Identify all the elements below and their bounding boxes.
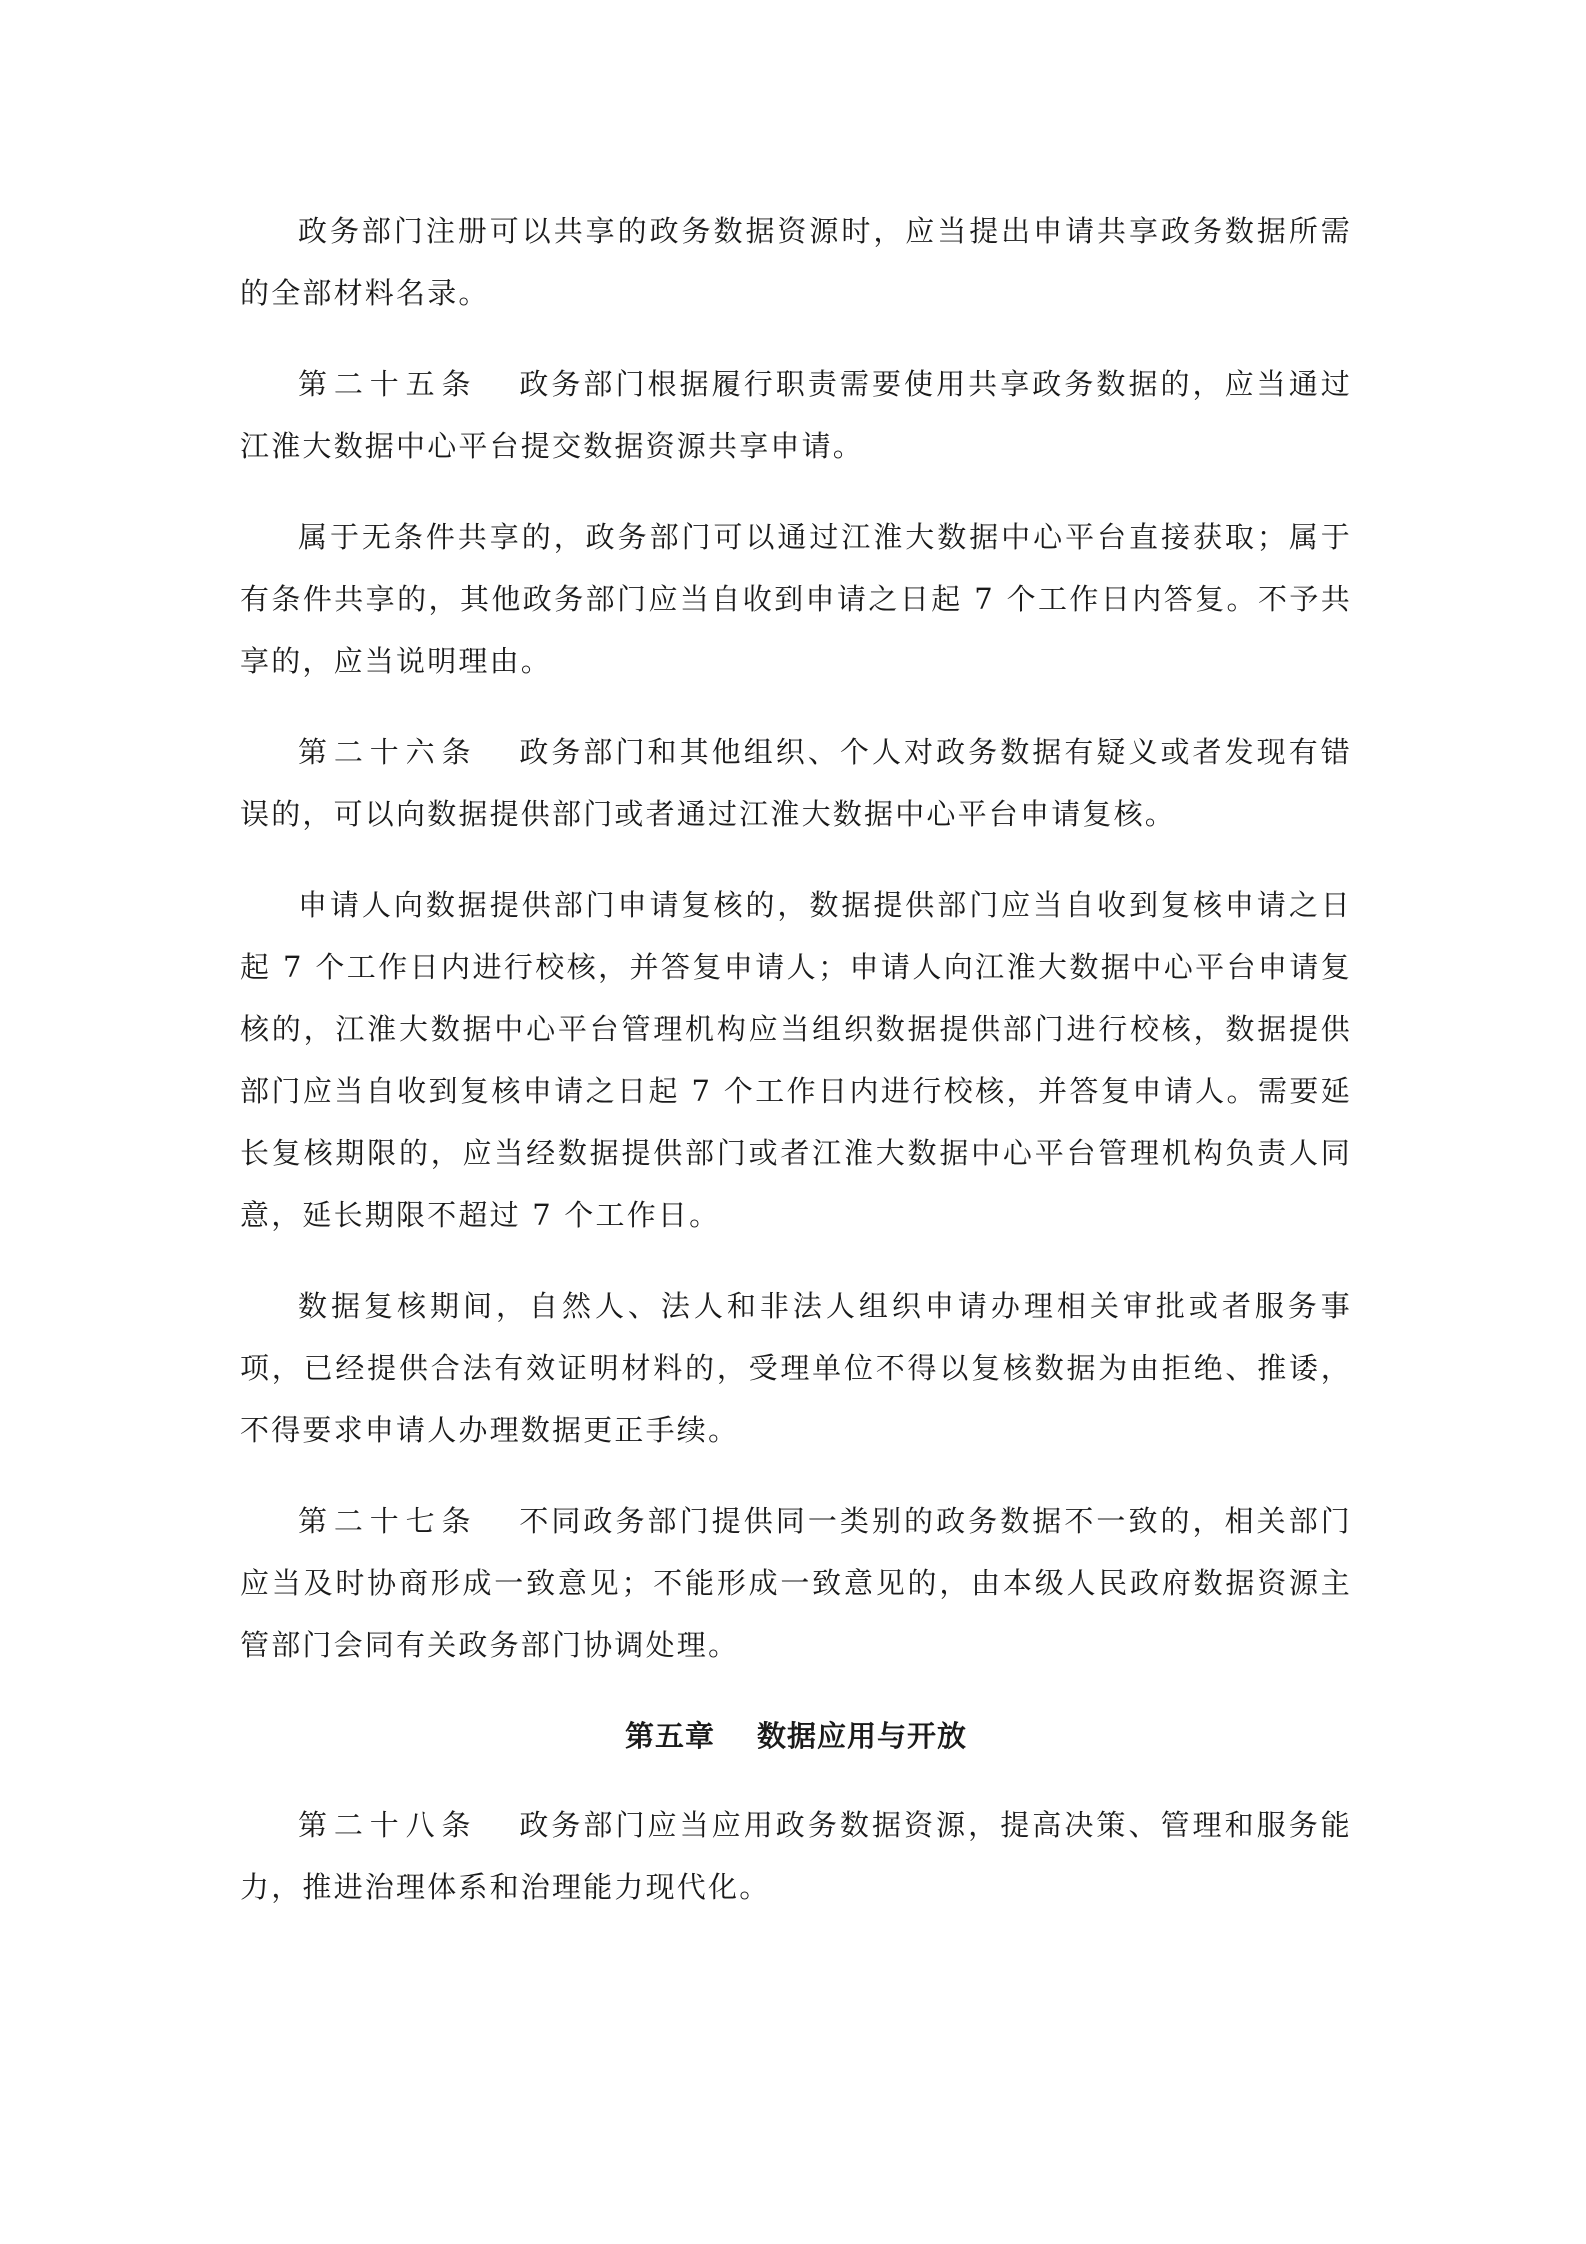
article-label: 第二十五条 (298, 367, 478, 401)
article-27 (240, 1490, 1352, 1676)
chapter-number: 第五章 (624, 1719, 715, 1753)
chapter-heading (240, 1705, 1352, 1767)
article-label: 第二十七条 (298, 1504, 478, 1538)
article-label: 第二十八条 (298, 1808, 478, 1842)
chapter-title: 数据应用与开放 (757, 1719, 968, 1753)
article-28 (240, 1794, 1352, 1918)
paragraph-sharing-conditions (240, 506, 1352, 692)
paragraph-review-period (240, 1275, 1352, 1461)
article-25 (240, 353, 1352, 477)
document-page (240, 200, 1352, 1947)
article-26 (240, 721, 1352, 845)
paragraph-registration-materials (240, 200, 1352, 324)
paragraph-text: 政务部门注册可以共享的政务数据资源时，应当提出申请共享政务数据所需的全部材料名录。 (240, 214, 1352, 310)
article-text: 政务部门应当应用政务数据资源，提高决策、管理和服务能力，推进治理体系和治理能力现代化。 (240, 1808, 1352, 1904)
paragraph-review-procedure (240, 874, 1352, 1246)
article-text: 政务部门和其他组织、个人对政务数据有疑义或者发现有错误的，可以向数据提供部门或者通过江淮大数据中心平台申请复核。 (240, 735, 1352, 831)
article-text: 政务部门根据履行职责需要使用共享政务数据的，应当通过江淮大数据中心平台提交数据资源共享申请。 (240, 367, 1352, 463)
article-text: 不同政务部门提供同一类别的政务数据不一致的，相关部门应当及时协商形成一致意见；不能形成一致意见的，由本级人民政府数据资源主管部门会同有关政务部门协调处理。 (240, 1504, 1352, 1662)
paragraph-text: 申请人向数据提供部门申请复核的，数据提供部门应当自收到复核申请之日起 7 个工作日内进行校核，并答复申请人；申请人向江淮大数据中心平台申请复核的，江淮大数据中心平台管理机构应当组织数据提供部门进行校核，数据提供部门应当自收到复核申请之日起 7 个工作日内进行校核，并答复申请人。需要延长复核期限的，应当经数据提供部门或者江淮大数据中心平台管理机构负责人同意，延长期限不超过 7 个工作日。 (240, 888, 1352, 1232)
paragraph-text: 数据复核期间，自然人、法人和非法人组织申请办理相关审批或者服务事项，已经提供合法有效证明材料的，受理单位不得以复核数据为由拒绝、推诿，不得要求申请人办理数据更正手续。 (240, 1289, 1352, 1447)
paragraph-text: 属于无条件共享的，政务部门可以通过江淮大数据中心平台直接获取；属于有条件共享的，其他政务部门应当自收到申请之日起 7 个工作日内答复。不予共享的，应当说明理由。 (240, 520, 1352, 678)
article-label: 第二十六条 (298, 735, 478, 769)
